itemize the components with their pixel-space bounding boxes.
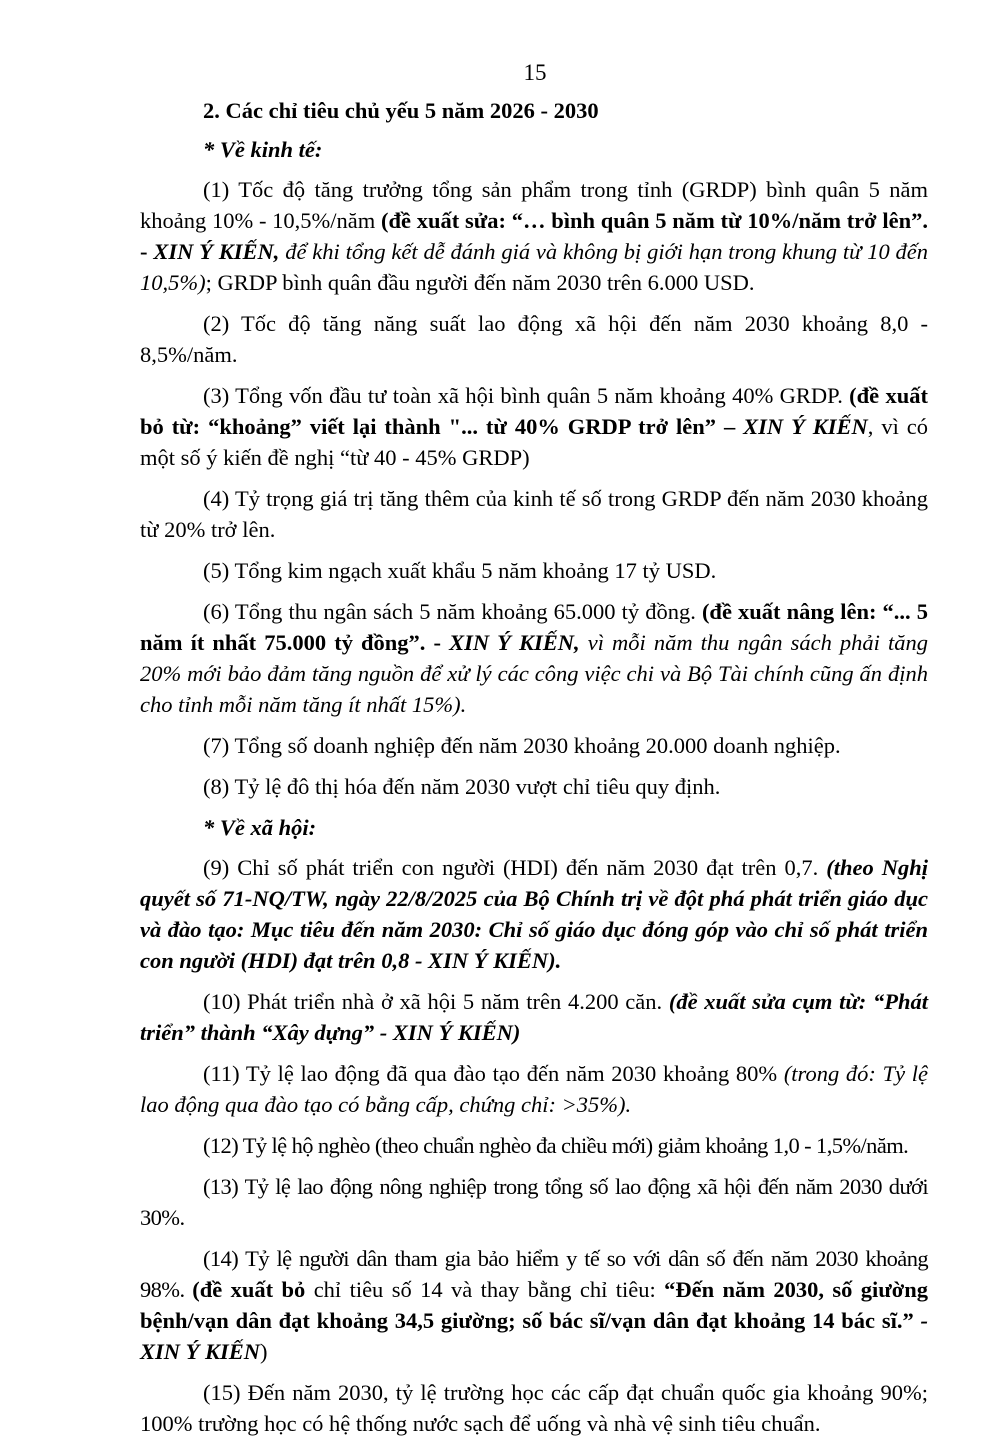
item-11: (11) Tỷ lệ lao động đã qua đào tạo đến năm 2030 khoảng 80% (trong đó: Tỷ lệ lao động qua đào tạo có bằng cấp, chứng chỉ: >35%). [140, 1061, 928, 1117]
document-body [140, 95, 928, 1449]
item-10: (10) Phát triển nhà ở xã hội 5 năm trên 4.200 căn. (đề xuất sửa cụm từ: “Phát triển” thành “Xây dựng” - XIN Ý KIẾN) [140, 989, 928, 1045]
item-6: (6) Tổng thu ngân sách 5 năm khoảng 65.000 tỷ đồng. (đề xuất nâng lên: “... 5 năm ít nhất 75.000 tỷ đồng”. - XIN Ý KIẾN, vì mỗi năm thu ngân sách phải tăng 20% mới bảo đảm tăng nguồn để xử lý các công việc chi và Bộ Tài chính cũng ấn định cho tỉnh mỗi năm tăng ít nhất 15%). [140, 599, 928, 717]
item-14: (14) Tỷ lệ người dân tham gia bảo hiểm y tế so với dân số đến năm 2030 khoảng 98%. (đề xuất bỏ chỉ tiêu số 14 và thay bằng chỉ tiêu: “Đến năm 2030, số giường bệnh/vạn dân đạt khoảng 34,5 giường; số bác sĩ/vạn dân đạt khoảng 14 bác sĩ.” - XIN Ý KIẾN) [140, 1246, 929, 1364]
item-8: (8) Tỷ lệ đô thị hóa đến năm 2030 vượt chỉ tiêu quy định. [203, 774, 721, 799]
item-2: (2) Tốc độ tăng năng suất lao động xã hội đến năm 2030 khoảng 8,0 - 8,5%/năm. [140, 311, 928, 367]
section-heading: 2. Các chỉ tiêu chủ yếu 5 năm 2026 - 2030 [203, 98, 599, 123]
subsection-economy: * Về kinh tế: [203, 137, 323, 162]
subsection-society: * Về xã hội: [203, 815, 317, 840]
item-12: (12) Tỷ lệ hộ nghèo (theo chuẩn nghèo đa chiều mới) giảm khoảng 1,0 - 1,5%/năm. [203, 1133, 909, 1158]
item-1: (1) Tốc độ tăng trưởng tổng sản phẩm trong tỉnh (GRDP) bình quân 5 năm khoảng 10% - 10,5%/năm (đề xuất sửa: “… bình quân 5 năm từ 10%/năm trở lên”. - XIN Ý KIẾN, để khi tổng kết dễ đánh giá và không bị giới hạn trong khung từ 10 đến 10,5%); GRDP bình quân đầu người đến năm 2030 trên 6.000 USD. [140, 177, 929, 295]
item-3: (3) Tổng vốn đầu tư toàn xã hội bình quân 5 năm khoảng 40% GRDP. (đề xuất bỏ từ: “khoảng” viết lại thành "... từ 40% GRDP trở lên” – XIN Ý KIẾN, vì có một số ý kiến đề nghị “từ 40 - 45% GRDP) [140, 383, 928, 470]
item-15: (15) Đến năm 2030, tỷ lệ trường học các cấp đạt chuẩn quốc gia khoảng 90%; 100% trường học có hệ thống nước sạch để uống và nhà vệ sinh tiêu chuẩn. [140, 1380, 928, 1436]
page-number: 15 [523, 60, 547, 85]
item-9: (9) Chỉ số phát triển con người (HDI) đến năm 2030 đạt trên 0,7. (theo Nghị quyết số 71-NQ/TW, ngày 22/8/2025 của Bộ Chính trị về đột phá phát triển giáo dục và đào tạo: Mục tiêu đến năm 2030: Chỉ số giáo dục đóng góp vào chỉ số phát triển con người (HDI) đạt trên 0,8 - XIN Ý KIẾN). [140, 855, 928, 973]
item-13: (13) Tỷ lệ lao động nông nghiệp trong tổng số lao động xã hội đến năm 2030 dưới 30%. [140, 1174, 928, 1230]
item-7: (7) Tổng số doanh nghiệp đến năm 2030 khoảng 20.000 doanh nghiệp. [203, 733, 841, 758]
item-5: (5) Tổng kim ngạch xuất khẩu 5 năm khoảng 17 tỷ USD. [203, 558, 717, 583]
item-4: (4) Tỷ trọng giá trị tăng thêm của kinh tế số trong GRDP đến năm 2030 khoảng từ 20% trở lên. [140, 486, 928, 542]
